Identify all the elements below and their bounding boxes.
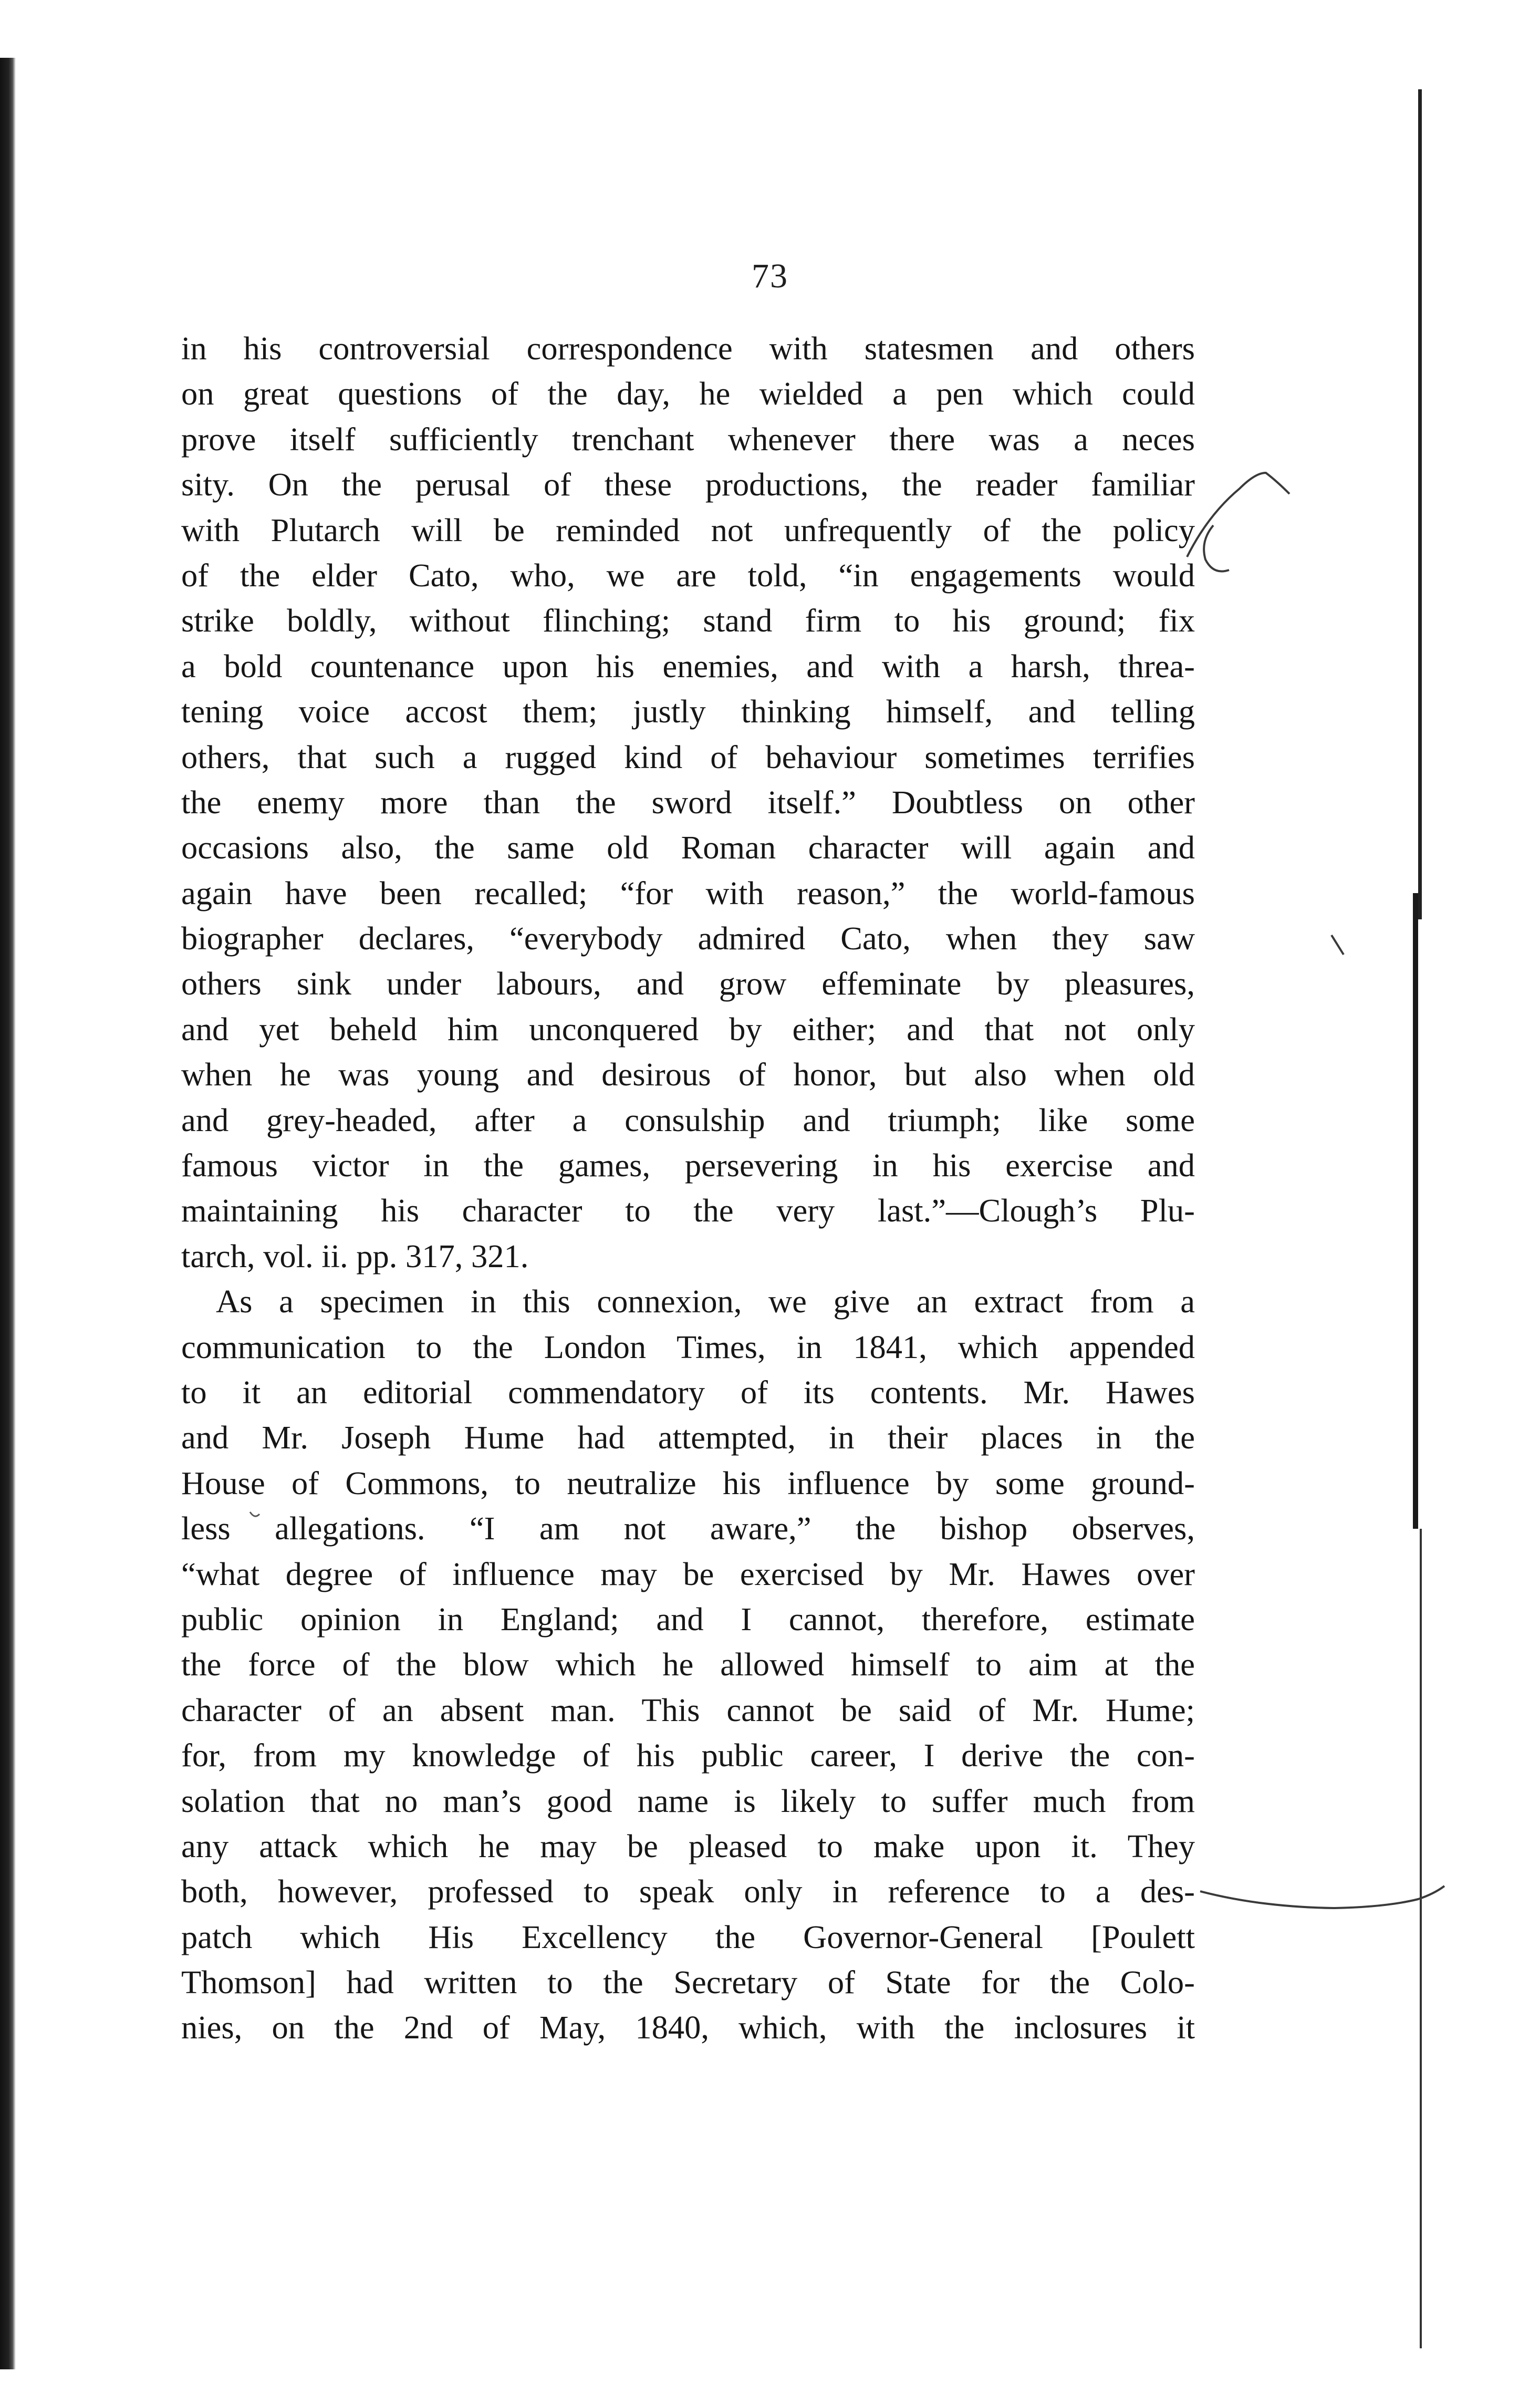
text-line: and yet beheld him unconquered by either; and that not only <box>181 1010 1195 1048</box>
page-edge-right <box>1418 89 1422 919</box>
text-line: others sink under labours, and grow effeminate by pleasures, <box>181 965 1195 1002</box>
text-line: sity. On the perusal of these productions, the reader familiar <box>181 466 1195 503</box>
page-edge-left <box>0 58 16 2369</box>
margin-small-mark <box>247 1508 263 1524</box>
text-line: and grey-headed, after a consulship and triumph; like some <box>181 1101 1195 1138</box>
text-line: communication to the London Times, in 1841, which appended <box>181 1328 1195 1365</box>
body-text <box>181 326 1195 2050</box>
text-line: the enemy more than the sword itself.” Doubtless on other <box>181 783 1195 821</box>
text-line: biographer declares, “everybody admired Cato, when they saw <box>181 920 1195 957</box>
margin-tick-mark <box>1329 933 1350 959</box>
text-line: when he was young and desirous of honor, but also when old <box>181 1056 1195 1093</box>
text-line: again have been recalled; “for with reason,” the world-famous <box>181 874 1195 911</box>
page-edge-right-lower <box>1420 1529 1422 2348</box>
text-line: of the elder Cato, who, we are told, “in engagements would <box>181 556 1195 594</box>
margin-bar <box>1413 893 1418 1529</box>
text-line: “what degree of influence may be exercised by Mr. Hawes over <box>181 1555 1195 1592</box>
text-line: and Mr. Joseph Hume had attempted, in their places in the <box>181 1419 1195 1456</box>
text-line: the force of the blow which he allowed himself to aim at the <box>181 1646 1195 1683</box>
text-line: less allegations. “I am not aware,” the bishop observes, <box>181 1510 1195 1547</box>
text-line: to it an editorial commendatory of its contents. Mr. Hawes <box>181 1373 1195 1411</box>
text-line: both, however, professed to speak only in reference to a des- <box>181 1873 1195 1910</box>
text-line: public opinion in England; and I cannot, therefore, estimate <box>181 1600 1195 1638</box>
page-number: 73 <box>752 257 788 295</box>
paragraph-start-line: As a specimen in this connexion, we give an extract from a <box>216 1283 1195 1320</box>
text-line: patch which His Excellency the Governor-General [Poulett <box>181 1918 1195 1955</box>
text-line: for, from my knowledge of his public career, I derive the con- <box>181 1737 1195 1774</box>
text-line: nies, on the 2nd of May, 1840, which, with the inclosures it <box>181 2009 1195 2046</box>
text-line: in his controversial correspondence with statesmen and others <box>181 330 1195 367</box>
text-line: with Plutarch will be reminded not unfrequently of the policy <box>181 511 1195 548</box>
text-line: Thomson] had written to the Secretary of State for the Colo- <box>181 1964 1195 2001</box>
text-line: tening voice accost them; justly thinking himself, and telling <box>181 693 1195 730</box>
margin-hook-mark <box>1177 452 1292 588</box>
text-line: on great questions of the day, he wielded a pen which could <box>181 375 1195 412</box>
margin-curve-mark <box>1198 1870 1460 1933</box>
text-line: strike boldly, without flinching; stand firm to his ground; fix <box>181 602 1195 639</box>
text-line: occasions also, the same old Roman character will again and <box>181 829 1195 866</box>
text-line: prove itself sufficiently trenchant whenever there was a neces <box>181 420 1195 458</box>
text-line: character of an absent man. This cannot be said of Mr. Hume; <box>181 1691 1195 1728</box>
text-line: tarch, vol. ii. pp. 317, 321. <box>181 1237 529 1275</box>
text-line: a bold countenance upon his enemies, and with a harsh, threa- <box>181 647 1195 685</box>
text-line: maintaining his character to the very last.”—Clough’s Plu- <box>181 1192 1195 1229</box>
text-line: others, that such a rugged kind of behaviour sometimes terrifies <box>181 738 1195 775</box>
text-line: any attack which he may be pleased to make upon it. They <box>181 1827 1195 1864</box>
text-line: House of Commons, to neutralize his influence by some ground- <box>181 1464 1195 1501</box>
text-line: famous victor in the games, persevering in his exercise and <box>181 1147 1195 1184</box>
text-line: solation that no man’s good name is likely to suffer much from <box>181 1782 1195 1819</box>
